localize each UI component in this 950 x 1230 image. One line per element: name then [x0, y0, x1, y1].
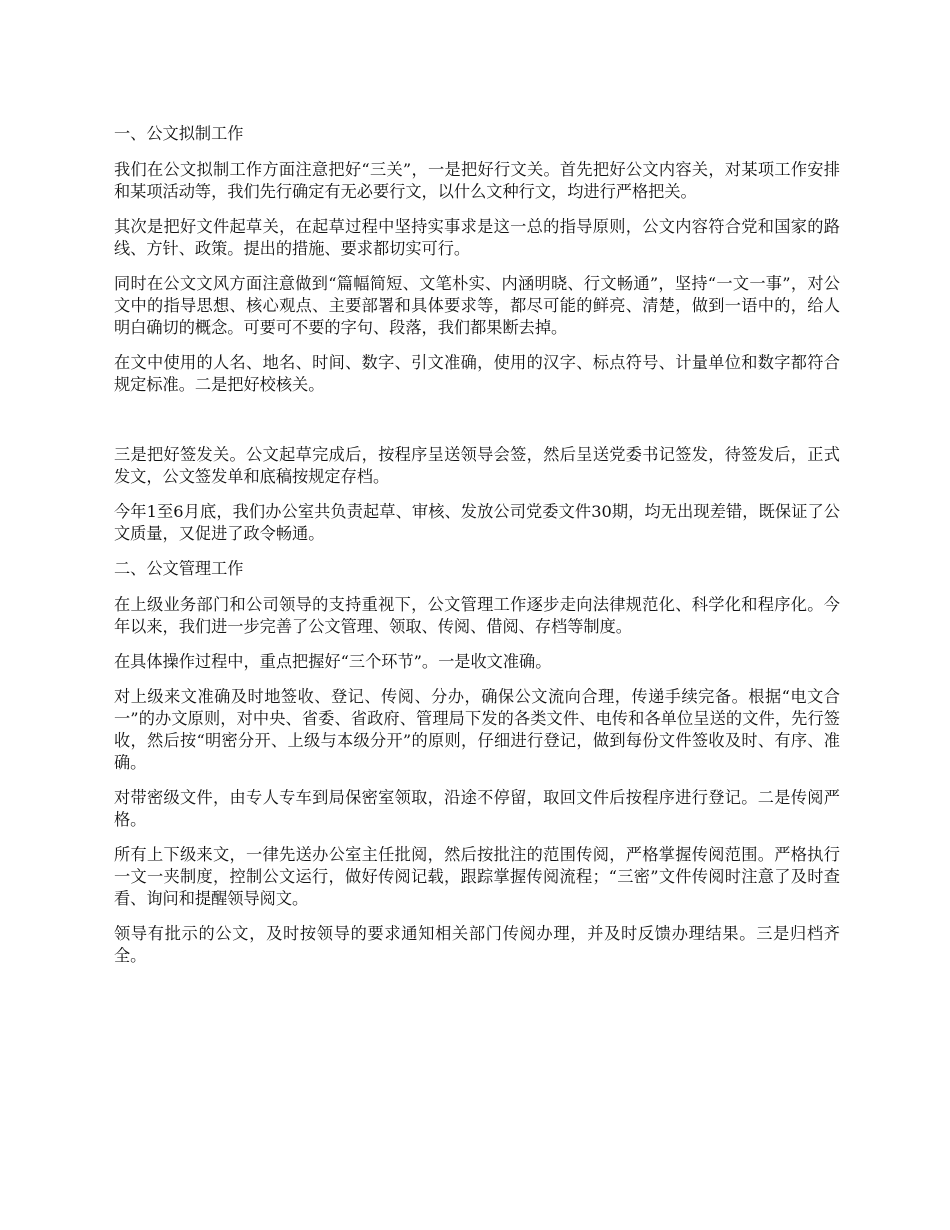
- paragraph-results: 今年1至6月底，我们办公室共负责起草、审核、发放公司党委文件30期，均无出现差错，既保证了公文质量，又促进了政令畅通。: [114, 502, 840, 543]
- paragraph-instructions: 领导有批示的公文，及时按领导的要求通知相关部门传阅办理，并及时反馈办理结果。三是归档齐全。: [114, 924, 840, 965]
- paragraph-circulation: 所有上下级来文，一律先送办公室主任批阅，然后按批注的范围传阅，严格掌握传阅范围。严格执行一文一夹制度，控制公文运行，做好传阅记载，跟踪掌握传阅流程；“三密”文件传阅时注意了及时查看、询问和提醒领导阅文。: [114, 845, 840, 908]
- paragraph-accuracy: 在文中使用的人名、地名、时间、数字、引文准确，使用的汉字、标点符号、计量单位和数字都符合规定标准。二是把好校核关。: [114, 353, 840, 394]
- paragraph-management-overview: 在上级业务部门和公司领导的支持重视下，公文管理工作逐步走向法律规范化、科学化和程序化。今年以来，我们进一步完善了公文管理、领取、传阅、借阅、存档等制度。: [114, 595, 840, 636]
- paragraph-drafting-check: 其次是把好文件起草关，在起草过程中坚持实事求是这一总的指导原则，公文内容符合党和国家的路线、方针、政策。提出的措施、要求都切实可行。: [114, 217, 840, 258]
- section-heading-drafting: 一、公文拟制工作: [114, 124, 244, 143]
- paragraph-three-links: 在具体操作过程中，重点把握好“三个环节”。一是收文准确。: [114, 652, 552, 671]
- paragraph-classified: 对带密级文件，由专人专车到局保密室领取，沿途不停留，取回文件后按程序进行登记。二是传阅严格。: [114, 788, 840, 829]
- paragraph-three-checks: 我们在公文拟制工作方面注意把好“三关”，一是把好行文关。首先把好公文内容关，对某项工作安排和某项活动等，我们先行确定有无必要行文，以什么文种行文，均进行严格把关。: [114, 160, 840, 201]
- section-heading-management: 二、公文管理工作: [114, 559, 244, 578]
- paragraph-receiving: 对上级来文准确及时地签收、登记、传阅、分办，确保公文流向合理，传递手续完备。根据“电文合一”的办文原则，对中央、省委、省政府、管理局下发的各类文件、电传和各单位呈送的文件，先行签收，然后按“明密分开、上级与本级分开”的原则，仔细进行登记，做到每份文件签收及时、有序、准确。: [114, 687, 840, 772]
- document-body: [114, 123, 840, 980]
- paragraph-signoff-check: 三是把好签发关。公文起草完成后，按程序呈送领导会签，然后呈送党委书记签发，待签发后，正式发文，公文签发单和底稿按规定存档。: [114, 445, 840, 486]
- blank-spacer: [114, 409, 840, 444]
- paragraph-writing-style: 同时在公文文风方面注意做到“篇幅简短、文笔朴实、内涵明晓、行文畅通”，坚持“一文一事”，对公文中的指导思想、核心观点、主要部署和具体要求等，都尽可能的鲜亮、清楚，做到一语中的，给人明白确切的概念。可要可不要的字句、段落，我们都果断去掉。: [114, 274, 840, 337]
